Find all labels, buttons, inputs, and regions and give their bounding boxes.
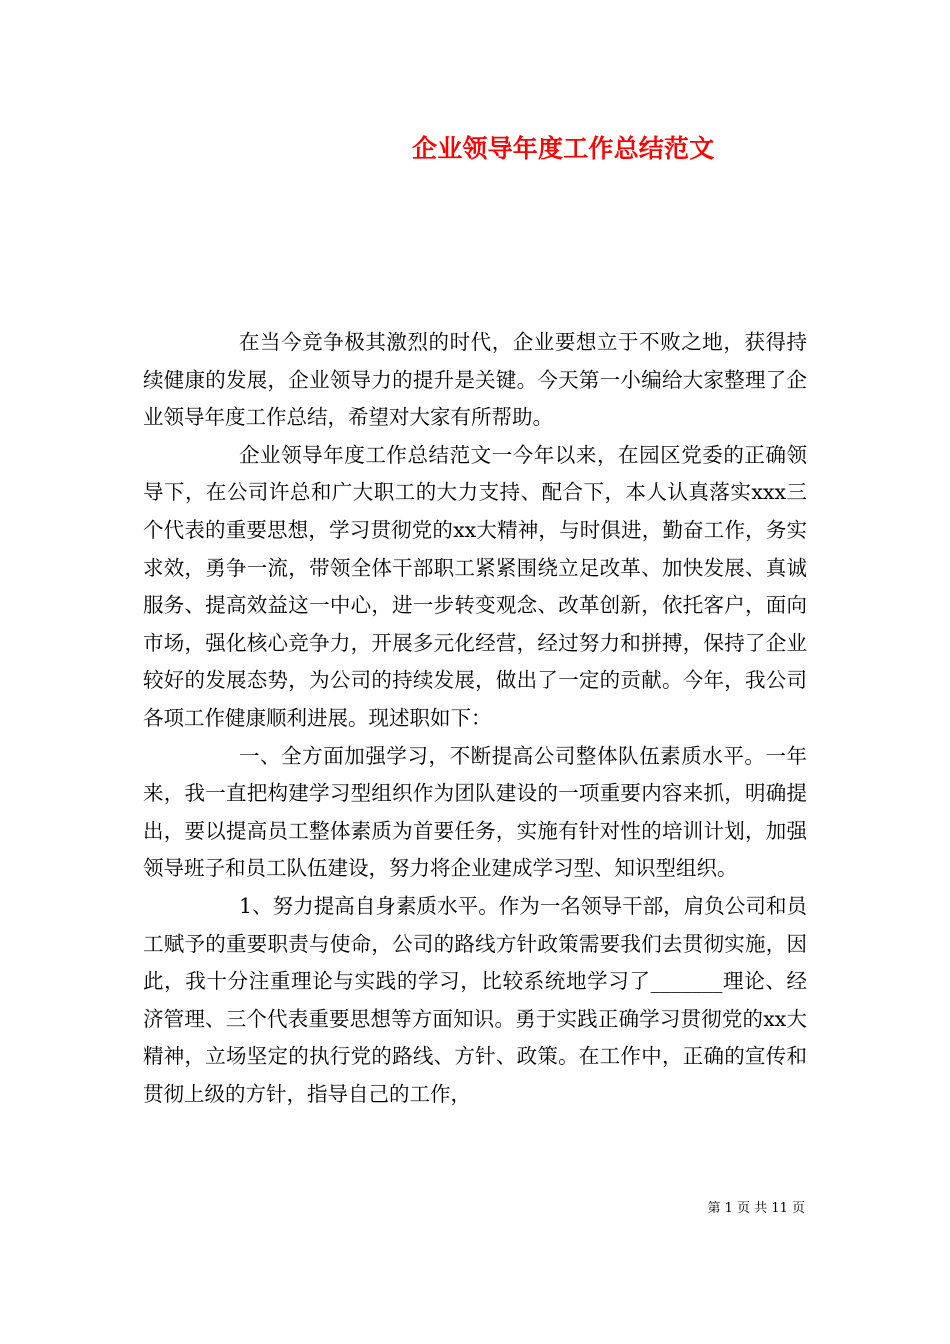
paragraph-intro: 在当今竞争极其激烈的时代，企业要想立于不败之地，获得持续健康的发展，企业领导力的提升是关键。今天第一小编给大家整理了企业领导年度工作总结，希望对大家有所帮助。 [143,330,807,430]
paragraph-summary-opening: 企业领导年度工作总结范文一今年以来，在园区党委的正确领导下，在公司许总和广大职工的大力支持、配合下，本人认真落实xxx三个代表的重要思想，学习贯彻党的xx大精神，与时俱进，勤奋工作，务实求效，勇争一流，带领全体干部职工紧紧围绕立足改革、加快发展、真诚服务、提高效益这一中心，进一步转变观念、改革创新，依托客户，面向市场，强化核心竞争力，开展多元化经营，经过努力和拼搏，保持了企业较好的发展态势，为公司的持续发展，做出了一定的贡献。今年，我公司各项工作健康顺利进展。现述职如下： [143,442,807,730]
page-number-footer: 第 1 页 共 11 页 [707,1201,805,1216]
document-body [143,324,807,1113]
paragraph-item-one: 1、努力提高自身素质水平。作为一名领导干部，肩负公司和员工赋予的重要职责与使命，公司的路线方针政策需要我们去贯彻实施，因此，我十分注重理论与实践的学习，比较系统地学习了_______理论、经济管理、三个代表重要思想等方面知识。勇于实践正确学习贯彻党的xx大精神，立场坚定的执行党的路线、方针、政策。在工作中，正确的宣传和贯彻上级的方针，指导自己的工作， [143,893,807,1106]
document-title: 企业领导年度工作总结范文 [412,134,715,163]
paragraph-section-one: 一、全方面加强学习，不断提高公司整体队伍素质水平。一年来，我一直把构建学习型组织作为团队建设的一项重要内容来抓，明确提出，要以提高员工整体素质为首要任务，实施有针对性的培训计划，加强领导班子和员工队伍建设，努力将企业建成学习型、知识型组织。 [143,743,807,881]
